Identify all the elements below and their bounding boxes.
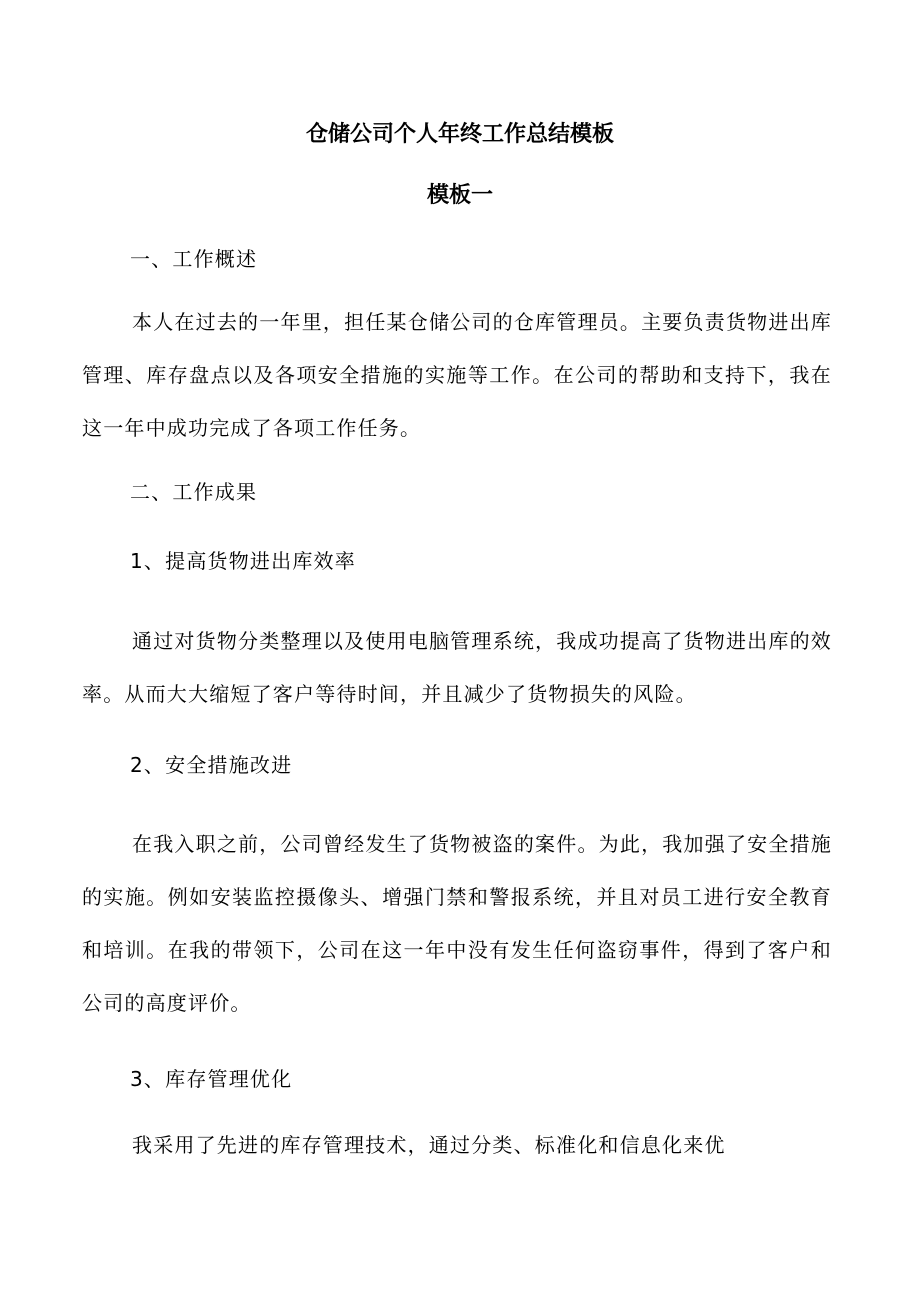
document-title: 仓储公司个人年终工作总结模板 (305, 122, 614, 147)
paragraph-inventory: 我采用了先进的库存管理技术，通过分类、标准化和信息化来优 (132, 1133, 726, 1157)
item-heading-security: 2、安全措施改进 (130, 753, 293, 777)
paragraph-efficiency: 通过对货物分类整理以及使用电脑管理系统，我成功提高了货物进出库的效率。从而大大缩短了客户等待时间，并且减少了货物损失的风险。 (82, 629, 832, 706)
item-heading-inventory: 3、库存管理优化 (130, 1067, 293, 1091)
document-subtitle: 模板一 (426, 183, 493, 208)
section-heading-results: 二、工作成果 (130, 480, 258, 504)
section-heading-overview: 一、工作概述 (130, 247, 258, 271)
paragraph-security: 在我入职之前，公司曾经发生了货物被盗的案件。为此，我加强了安全措施的实施。例如安装监控摄像头、增强门禁和警报系统，并且对员工进行安全教育和培训。在我的带领下，公司在这一年中没有发生任何盗窃事件，得到了客户和公司的高度评价。 (82, 832, 832, 1015)
item-heading-efficiency: 1、提高货物进出库效率 (130, 549, 356, 573)
paragraph-overview: 本人在过去的一年里，担任某仓储公司的仓库管理员。主要负责货物进出库管理、库存盘点以及各项安全措施的实施等工作。在公司的帮助和支持下，我在这一年中成功完成了各项工作任务。 (82, 310, 832, 440)
